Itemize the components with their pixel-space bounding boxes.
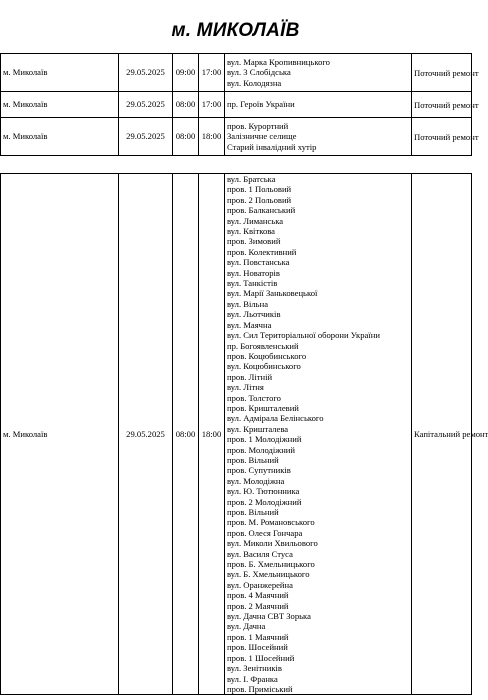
street-name: вул. Маячна bbox=[227, 319, 272, 330]
street-name: вул. Льотчиків bbox=[227, 309, 281, 320]
street-name: вул. Оранжерейна bbox=[227, 579, 293, 590]
street-name: пров. Вільний bbox=[227, 507, 279, 517]
street-name: пров. 2 Маячний bbox=[227, 600, 289, 611]
city-cell: м. Миколаїв bbox=[1, 174, 119, 695]
street-name: пр. Героїв України bbox=[227, 99, 295, 110]
street-name: вул. Дачна СВТ Зорька bbox=[227, 611, 311, 622]
start-time-cell: 08:00 bbox=[173, 92, 199, 118]
work-type-cell: Поточний ремонт bbox=[412, 92, 472, 118]
street-name: вул. Вільна bbox=[227, 298, 269, 309]
street-name: пров. 1 Маячний bbox=[227, 631, 289, 642]
end-time-cell: 18:00 bbox=[199, 174, 225, 695]
street-name: пров. 2 Молодіжний bbox=[227, 496, 302, 507]
end-time-cell: 17:00 bbox=[199, 54, 225, 92]
street-name: вул. Квіткова bbox=[227, 226, 275, 237]
street-name: пров. М. Романовського bbox=[227, 517, 315, 528]
street-name: пров. Коцюбинського bbox=[227, 350, 307, 361]
page-title: м. МИКОЛАЇВ bbox=[171, 20, 300, 41]
street-name: вул. Б. Хмельницького bbox=[227, 569, 310, 580]
street-name: вул. Новаторів bbox=[227, 267, 280, 278]
street-name: пров. Колективний bbox=[227, 246, 297, 257]
street-name: вул. 3 Слобідська bbox=[227, 67, 291, 78]
street-name: Старий інвалідний хутір bbox=[227, 141, 317, 152]
street-name: вул. Зенітників bbox=[227, 663, 282, 674]
streets-cell bbox=[225, 54, 412, 92]
street-name: вул. Коцюбинського bbox=[227, 361, 301, 372]
street-name: пров. 1 Польовий bbox=[227, 184, 292, 195]
street-name: вул. Ю. Тютюнника bbox=[227, 486, 300, 497]
street-name: пров. Супутників bbox=[227, 465, 291, 476]
street-name: вул. Кришталева bbox=[227, 423, 289, 434]
schedule-table-current-repairs bbox=[0, 53, 479, 156]
end-time-cell: 18:00 bbox=[199, 118, 225, 156]
street-name: вул. Марії Заньковецької bbox=[227, 288, 318, 299]
start-time-cell: 09:00 bbox=[173, 54, 199, 92]
street-name: пров. Кришталевий bbox=[227, 402, 299, 413]
date-cell: 29.05.2025 bbox=[119, 118, 173, 156]
end-time-cell: 17:00 bbox=[199, 92, 225, 118]
city-cell: м. Миколаїв bbox=[1, 54, 119, 92]
street-name: вул. Танкістів bbox=[227, 278, 278, 289]
street-name: вул. Повстанська bbox=[227, 257, 290, 268]
street-name: пров. Зимовий bbox=[227, 236, 281, 247]
schedule-table-capital-repair bbox=[0, 173, 488, 695]
start-time-cell: 08:00 bbox=[173, 118, 199, 156]
street-name: пров. Толстого bbox=[227, 392, 281, 403]
street-name: вул. Колодязна bbox=[227, 77, 282, 88]
street-name: пров. Приміський bbox=[227, 683, 293, 694]
work-type-cell: Поточний ремонт bbox=[412, 54, 472, 92]
street-name: пр. Богоявленський bbox=[227, 340, 299, 351]
street-name: пров. Вільний bbox=[227, 454, 279, 465]
street-name: вул. Дачна bbox=[227, 621, 266, 632]
street-name: вул. Молодіжна bbox=[227, 475, 285, 486]
table-row bbox=[1, 92, 472, 118]
street-name: пров. 1 Шосейний bbox=[227, 652, 295, 663]
street-name: вул. Сил Територіальної оборони України bbox=[227, 330, 380, 341]
street-name: вул. Адмірала Белінського bbox=[227, 413, 324, 424]
street-name: вул. Літня bbox=[227, 382, 264, 393]
table-row bbox=[1, 54, 472, 92]
street-name: пров. Б. Хмельницького bbox=[227, 559, 315, 570]
date-cell: 29.05.2025 bbox=[119, 92, 173, 118]
street-name: пров. 4 Маячний bbox=[227, 590, 289, 601]
street-name: вул. Лиманська bbox=[227, 215, 284, 226]
table-row bbox=[1, 174, 472, 695]
street-name: пров. Балканський bbox=[227, 205, 296, 216]
street-name: пров. Літній bbox=[227, 371, 273, 382]
work-type-cell: Капітальний ремонт bbox=[412, 174, 472, 695]
street-name: вул. І. Франка bbox=[227, 673, 278, 684]
street-name: вул. Василя Стуса bbox=[227, 548, 293, 559]
streets-cell bbox=[225, 92, 412, 118]
street-name: пров. Курортний bbox=[227, 120, 289, 131]
street-name: вул. Миколи Хвильового bbox=[227, 538, 318, 549]
street-name: пров. Молодіжний bbox=[227, 444, 295, 455]
city-cell: м. Миколаїв bbox=[1, 118, 119, 156]
table-row bbox=[1, 118, 472, 156]
street-name: Залізничне селище bbox=[227, 131, 297, 142]
street-name: пров. Шосейний bbox=[227, 642, 288, 653]
date-cell: 29.05.2025 bbox=[119, 54, 173, 92]
street-name: пров. 1 Молодіжний bbox=[227, 434, 302, 445]
date-cell: 29.05.2025 bbox=[119, 174, 173, 695]
street-name: вул. Братська bbox=[227, 174, 276, 184]
start-time-cell: 08:00 bbox=[173, 174, 199, 695]
street-name: пров. Олеся Гончара bbox=[227, 527, 303, 538]
streets-cell bbox=[225, 118, 412, 156]
city-cell: м. Миколаїв bbox=[1, 92, 119, 118]
work-type-cell: Поточний ремонт bbox=[412, 118, 472, 156]
street-name: пров. 2 Польовий bbox=[227, 194, 292, 205]
street-name: вул. Марка Кропивницького bbox=[227, 56, 330, 67]
streets-cell bbox=[225, 174, 412, 695]
